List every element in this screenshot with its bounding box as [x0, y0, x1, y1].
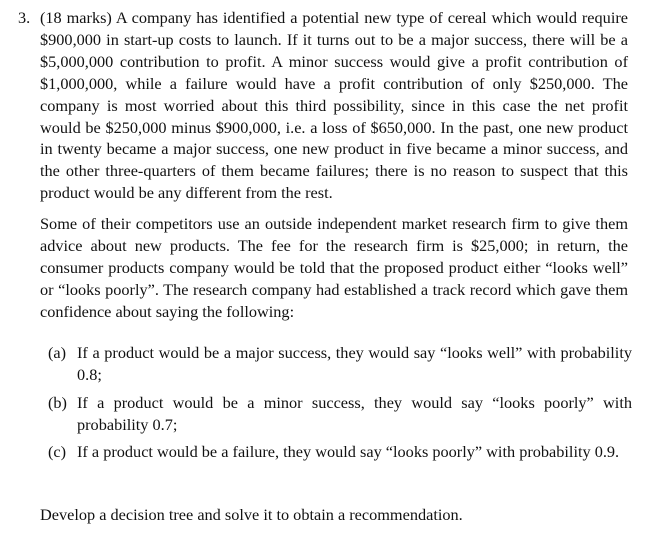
list-item-b: [48, 392, 632, 436]
task-instruction: Develop a decision tree and solve it to obtain a recommendation.: [40, 505, 463, 524]
list-item-label: (c): [48, 442, 67, 461]
list-item-c: [48, 441, 632, 463]
list-item-label: (a): [48, 343, 67, 362]
question-intro-paragraph: (18 marks) A company has identified a potential new type of cereal which would require $900,000 in start-up costs to launch. If it turns out to be a major success, there will be a $5,000,000 contribution to profit. A minor success would give a profit contribution of $1,000,000, while a failure would have a profit contribution of only $250,000. The company is most worried about this third possibility, since in this case the net profit would be $250,000 minus $900,000, i.e. a loss of $650,000. In the past, one new product in twenty became a major success, one new product in five became a minor success, and the other three-quarters of them became failures; there is no reason to suspect that this product would be any different from the rest.: [40, 8, 628, 203]
list-item-text: If a product would be a major success, they would say “looks well” with probability 0.8;: [77, 343, 632, 384]
list-item-a: [48, 342, 632, 386]
list-item-label: (b): [48, 393, 67, 412]
list-item-text: If a product would be a failure, they would say “looks poorly” with probability 0.9.: [77, 442, 620, 461]
list-item-text: If a product would be a minor success, they would say “looks poorly” with probability 0.7;: [77, 393, 632, 434]
market-research-paragraph: Some of their competitors use an outside independent market research firm to give them advice about new products. The fee for the research firm is $25,000; in return, the consumer products company would be told that the proposed product either “looks well” or “looks poorly”. The research company had established a track record which gave them confidence about saying the following:: [40, 214, 628, 321]
question-number: 3.: [18, 8, 31, 27]
